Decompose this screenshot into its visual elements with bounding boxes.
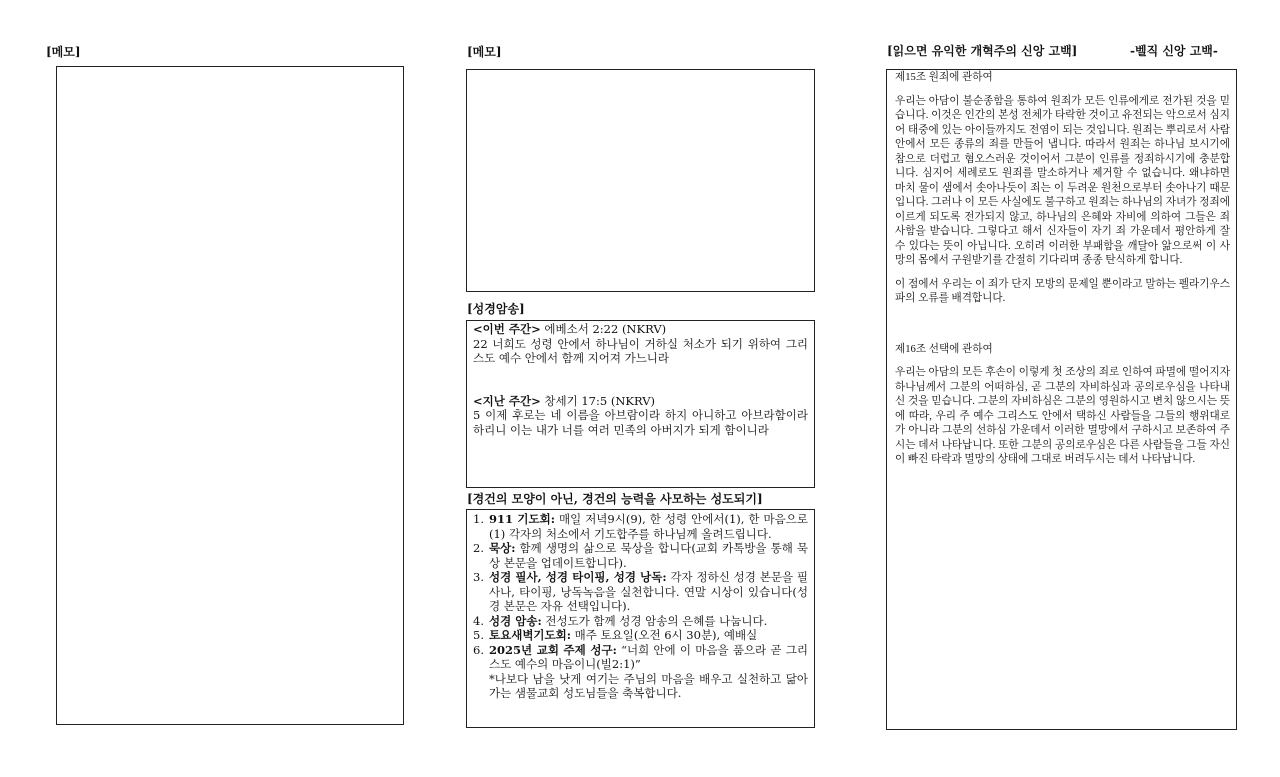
practice-item-number: 6. [473, 642, 484, 657]
practice-item-title: 2025년 교회 주제 성구: [489, 642, 617, 657]
practice-item-text: 매주 토요일(오전 6시 30분), 예배실 [571, 628, 758, 642]
last-week-reference: 창세기 17:5 (NKRV) [540, 393, 656, 408]
confession-subtitle: -벨직 신앙 고백- [1130, 44, 1218, 58]
practice-item-title: 토요새벽기도회: [489, 628, 572, 642]
last-week-label: <지난 주간> [473, 393, 541, 408]
practice-item [473, 628, 808, 643]
practice-item [473, 512, 808, 541]
last-week-verse-heading [473, 394, 808, 409]
last-week-verse-text: 5 이제 후로는 네 이름을 아브람이라 하지 아니하고 아브라함이라 하리니 이는 내가 너를 여러 민족의 아버지가 되게 함이니라 [473, 408, 808, 437]
confession-box [886, 69, 1237, 730]
practice-list-box [466, 509, 815, 728]
this-week-reference: 에베소서 2:22 (NKRV) [540, 322, 667, 336]
memo-left-label: [메모] [46, 45, 81, 59]
practice-item-text: 각자 정하신 성경 본문을 필사나, 타이핑, 낭독녹음을 실천합니다. 연말 시상이 있습니다(성경 본문은 자유 선택입니다). [489, 570, 808, 613]
practice-item-text: 전성도가 함께 성경 암송의 은혜를 나눕니다. [541, 613, 768, 628]
practice-item-number: 3. [473, 570, 484, 584]
bible-memorization-label: [성경암송] [467, 302, 525, 316]
practice-item [473, 643, 808, 672]
article-15-paragraph: 이 점에서 우리는 이 죄가 단지 모방의 문제일 뿐이라고 말하는 펠라기우스파의 오류를 배격합니다. [895, 278, 1230, 304]
practice-section-label: [경건의 모양이 아닌, 경건의 능력을 사모하는 성도되기] [467, 492, 763, 506]
article-15-paragraph: 우리는 아담이 불순종함을 통하여 원죄가 모든 인류에게로 전가된 것을 믿습니다. 이것은 인간의 본성 전체가 타락한 것이고 유전되는 악으로서 심지어 태중에 있는 아이들까지도 전염이 되는 것입니다. 원죄는 뿌리로서 사람 안에서 모든 종류의 죄를 만들어 냅니다. 따라서 원죄는 하나님 보시기에 참으로 더럽고 혐오스러운 것이어서 그분이 인류를 정죄하시기에 충분합니다. 심지어 세례로도 원죄를 말소하거나 제거할 수 없습니다. 왜냐하면 마치 물이 샘에서 솟아나듯이 죄는 이 두려운 원천으로부터 솟아나기 때문입니다. 그러나 이 모든 사실에도 불구하고 원죄는 하나님의 자녀가 정죄에 이르게 되도록 전가되지 않고, 하나님의 은혜와 자비에 의하여 그들은 죄 사함을 받습니다. 그렇다고 해서 신자들이 자기 죄 가운데서 평안하게 잘 수 있다는 뜻이 아닙니다. 오히려 이러한 부패함을 깨달아 앎으로써 이 사망의 몸에서 구원받기를 간절히 기다리며 종종 탄식하게 합니다. [895, 95, 1230, 266]
this-week-verse-text: 22 너희도 성령 안에서 하나님이 거하실 처소가 되기 위하여 그리스도 예수 안에서 함께 지어져 가느니라 [473, 336, 808, 365]
memo-middle-label: [메모] [467, 45, 502, 59]
memo-left-box[interactable] [56, 66, 404, 725]
practice-item [473, 614, 808, 629]
article-16-paragraph: 우리는 아담의 모든 후손이 이렇게 첫 조상의 죄로 인하여 파멸에 떨어지자 하나님께서 그분의 어떠하심, 곧 그분의 자비하심과 공의로우심을 나타내신 것을 믿습니다. 그분의 자비하심은 그분의 영원하시고 변치 않으시는 뜻에 따라, 우리 주 예수 그리스도 안에서 택하신 사람들을 그들의 행위대로가 아니라 그분의 선하심 가운데서 이러한 멸망에서 구하시고 보존하여 주시는 데서 나타납니다. 또한 그분의 공의로우심은 다른 사람들을 그들 자신이 빠진 타락과 멸망의 상태에 그대로 버려두시는 데서 나타납니다. [895, 367, 1230, 465]
practice-item-number: 5. [473, 628, 484, 642]
this-week-label: <이번 주간> [473, 322, 541, 336]
practice-blessing-note: *나보다 남을 낫게 여기는 주님의 마음을 배우고 실천하고 닮아가는 샘물교회 성도님들을 축복합니다. [489, 671, 808, 700]
bible-memorization-box [466, 320, 815, 488]
confession-title: [읽으면 유익한 개혁주의 신앙 고백] [887, 44, 1078, 58]
practice-item-text: 함께 생명의 삶으로 묵상을 합니다(교회 카톡방을 통해 묵상 본문을 업데이트합니다). [489, 541, 808, 570]
article-16-title: 제16조 선택에 관하여 [895, 343, 993, 355]
practice-item-title: 911 기도회: [489, 512, 555, 526]
practice-item-number: 1. [473, 512, 484, 526]
practice-item-text: “너희 안에 이 마음을 품으라 곧 그리스도 예수의 마음이니(빌2:1)” [489, 642, 808, 671]
memo-middle-box[interactable] [466, 69, 815, 292]
practice-item-title: 성경 암송: [489, 613, 542, 628]
practice-item-number: 2. [473, 541, 484, 555]
practice-item [473, 541, 808, 570]
article-15-title: 제15조 원죄에 관하여 [895, 72, 993, 83]
practice-item-number: 4. [473, 613, 484, 628]
practice-item [473, 570, 808, 614]
practice-item-title: 묵상: [489, 541, 516, 555]
practice-item-text: 매일 저녁9시(9), 한 성령 안에서(1), 한 마음으로(1) 각자의 처소에서 기도합주를 하나님께 올려드립니다. [489, 512, 808, 541]
practice-item-title: 성경 필사, 성경 타이핑, 성경 낭독: [489, 570, 667, 584]
this-week-verse-heading [473, 322, 808, 337]
